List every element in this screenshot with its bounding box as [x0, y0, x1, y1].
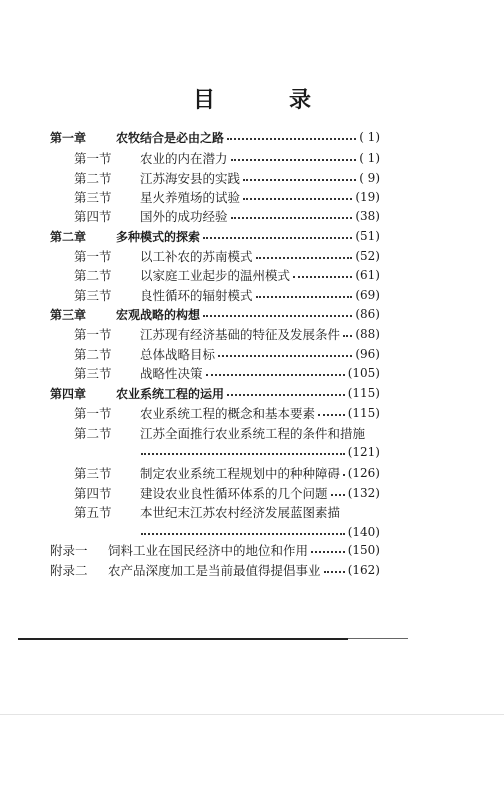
section-title: 良性循环的辐射模式 — [140, 288, 253, 303]
page-number: (115) — [347, 406, 380, 420]
section-label: 第一节 — [74, 406, 112, 421]
section-title: 江苏全面推行农业系统工程的条件和措施 — [140, 426, 366, 441]
toc-section — [74, 423, 380, 443]
page-number: (150) — [347, 543, 380, 557]
toc-section — [74, 403, 380, 423]
chapter-title: 宏观战略的构想 — [116, 307, 201, 322]
page-number: (121) — [347, 445, 380, 459]
leader-dots — [331, 494, 345, 496]
leader-dots — [324, 571, 345, 573]
leader-dots — [311, 551, 345, 553]
chapter-title: 农业系统工程的运用 — [116, 386, 225, 401]
section-title: 建设农业良性循环体系的几个问题 — [140, 486, 328, 501]
chapter-title: 多种模式的探索 — [116, 229, 201, 244]
toc-section — [74, 344, 380, 364]
chapter-label: 第二章 — [50, 229, 87, 244]
leader-dots — [227, 394, 345, 396]
toc-chapter-3 — [50, 304, 380, 324]
toc-section — [74, 463, 380, 483]
section-title: 以工补农的苏南模式 — [140, 249, 253, 264]
page-number: (126) — [347, 466, 380, 480]
section-label: 第二节 — [74, 268, 112, 283]
section-title: 制定农业系统工程规划中的种种障碍 — [140, 466, 341, 481]
toc-section — [74, 483, 380, 503]
appendix-title: 饲料工业在国民经济中的地位和作用 — [108, 543, 309, 558]
leader-dots — [343, 474, 345, 476]
toc-section — [74, 502, 380, 522]
toc-section-continuation — [138, 442, 380, 462]
toc-section — [74, 148, 380, 168]
chapter-title: 农牧结合是必由之路 — [116, 130, 225, 145]
page-edge — [0, 714, 504, 715]
section-title: 江苏海安县的实践 — [140, 171, 241, 186]
leader-dots — [227, 138, 356, 140]
chapter-label: 第一章 — [50, 130, 87, 145]
toc-section — [74, 187, 380, 207]
leader-dots — [343, 335, 352, 337]
section-title: 国外的成功经验 — [140, 209, 228, 224]
toc-appendix — [50, 560, 380, 580]
page-number: (61) — [355, 268, 380, 282]
appendix-label: 附录二 — [50, 563, 88, 578]
section-title: 以家庭工业起步的温州模式 — [140, 268, 291, 283]
page-number: ( 1) — [359, 130, 380, 144]
toc-section — [74, 206, 380, 226]
section-label: 第二节 — [74, 171, 112, 186]
leader-dots — [256, 296, 353, 298]
leader-dots — [231, 217, 353, 219]
toc-chapter-2 — [50, 226, 380, 246]
toc-section — [74, 168, 380, 188]
leader-dots — [243, 179, 356, 181]
toc-section-continuation — [138, 522, 380, 542]
toc-section — [74, 324, 380, 344]
section-label: 第四节 — [74, 486, 112, 501]
page-number: (19) — [355, 190, 380, 204]
leader-dots — [293, 276, 352, 278]
section-label: 第五节 — [74, 505, 112, 520]
page-number: ( 9) — [359, 171, 380, 185]
page-number: (88) — [355, 327, 380, 341]
page-number: (38) — [355, 209, 380, 223]
page-number: (140) — [347, 525, 380, 539]
toc-appendix — [50, 540, 380, 560]
section-label: 第三节 — [74, 288, 112, 303]
section-title: 星火养殖场的试验 — [140, 190, 241, 205]
section-title: 农业的内在潜力 — [140, 151, 228, 166]
page-number: (162) — [347, 563, 380, 577]
chapter-label: 第四章 — [50, 386, 87, 401]
section-title: 总体战略目标 — [140, 347, 216, 362]
leader-dots — [256, 257, 353, 259]
leader-dots — [218, 355, 352, 357]
page-number: (115) — [347, 386, 380, 400]
section-label: 第一节 — [74, 249, 112, 264]
page-number: (69) — [355, 288, 380, 302]
page-rule — [18, 638, 348, 640]
leader-dots — [318, 414, 345, 416]
page-title: 目 录 — [192, 87, 337, 113]
toc-section — [74, 265, 380, 285]
page-number: (105) — [347, 366, 380, 380]
leader-dots — [141, 453, 345, 455]
section-label: 第三节 — [74, 466, 112, 481]
section-title: 农业系统工程的概念和基本要素 — [140, 406, 316, 421]
section-label: 第一节 — [74, 327, 112, 342]
page-number: (96) — [355, 347, 380, 361]
section-label: 第三节 — [74, 366, 112, 381]
section-title: 战略性决策 — [140, 366, 203, 381]
leader-dots — [203, 315, 352, 317]
section-label: 第二节 — [74, 347, 112, 362]
section-title: 本世纪末江苏农村经济发展蓝图素描 — [140, 505, 341, 520]
toc-chapter-1 — [50, 127, 380, 147]
chapter-label: 第三章 — [50, 307, 87, 322]
leader-dots — [203, 237, 352, 239]
toc-section — [74, 246, 380, 266]
page-number: (86) — [355, 307, 380, 321]
leader-dots — [231, 159, 357, 161]
section-label: 第二节 — [74, 426, 112, 441]
page-rule-faint — [348, 638, 408, 639]
page-number: ( 1) — [359, 151, 380, 165]
section-label: 第一节 — [74, 151, 112, 166]
section-label: 第三节 — [74, 190, 112, 205]
appendix-label: 附录一 — [50, 543, 88, 558]
section-title: 江苏现有经济基础的特征及发展条件 — [140, 327, 341, 342]
appendix-title: 农产品深度加工是当前最值得提倡事业 — [108, 563, 321, 578]
section-label: 第四节 — [74, 209, 112, 224]
page-number: (132) — [347, 486, 380, 500]
page-number: (52) — [355, 249, 380, 263]
toc-chapter-4 — [50, 383, 380, 403]
leader-dots — [141, 533, 345, 535]
toc-section — [74, 363, 380, 383]
leader-dots — [206, 374, 345, 376]
toc-section — [74, 285, 380, 305]
page-number: (51) — [355, 229, 380, 243]
leader-dots — [243, 198, 352, 200]
